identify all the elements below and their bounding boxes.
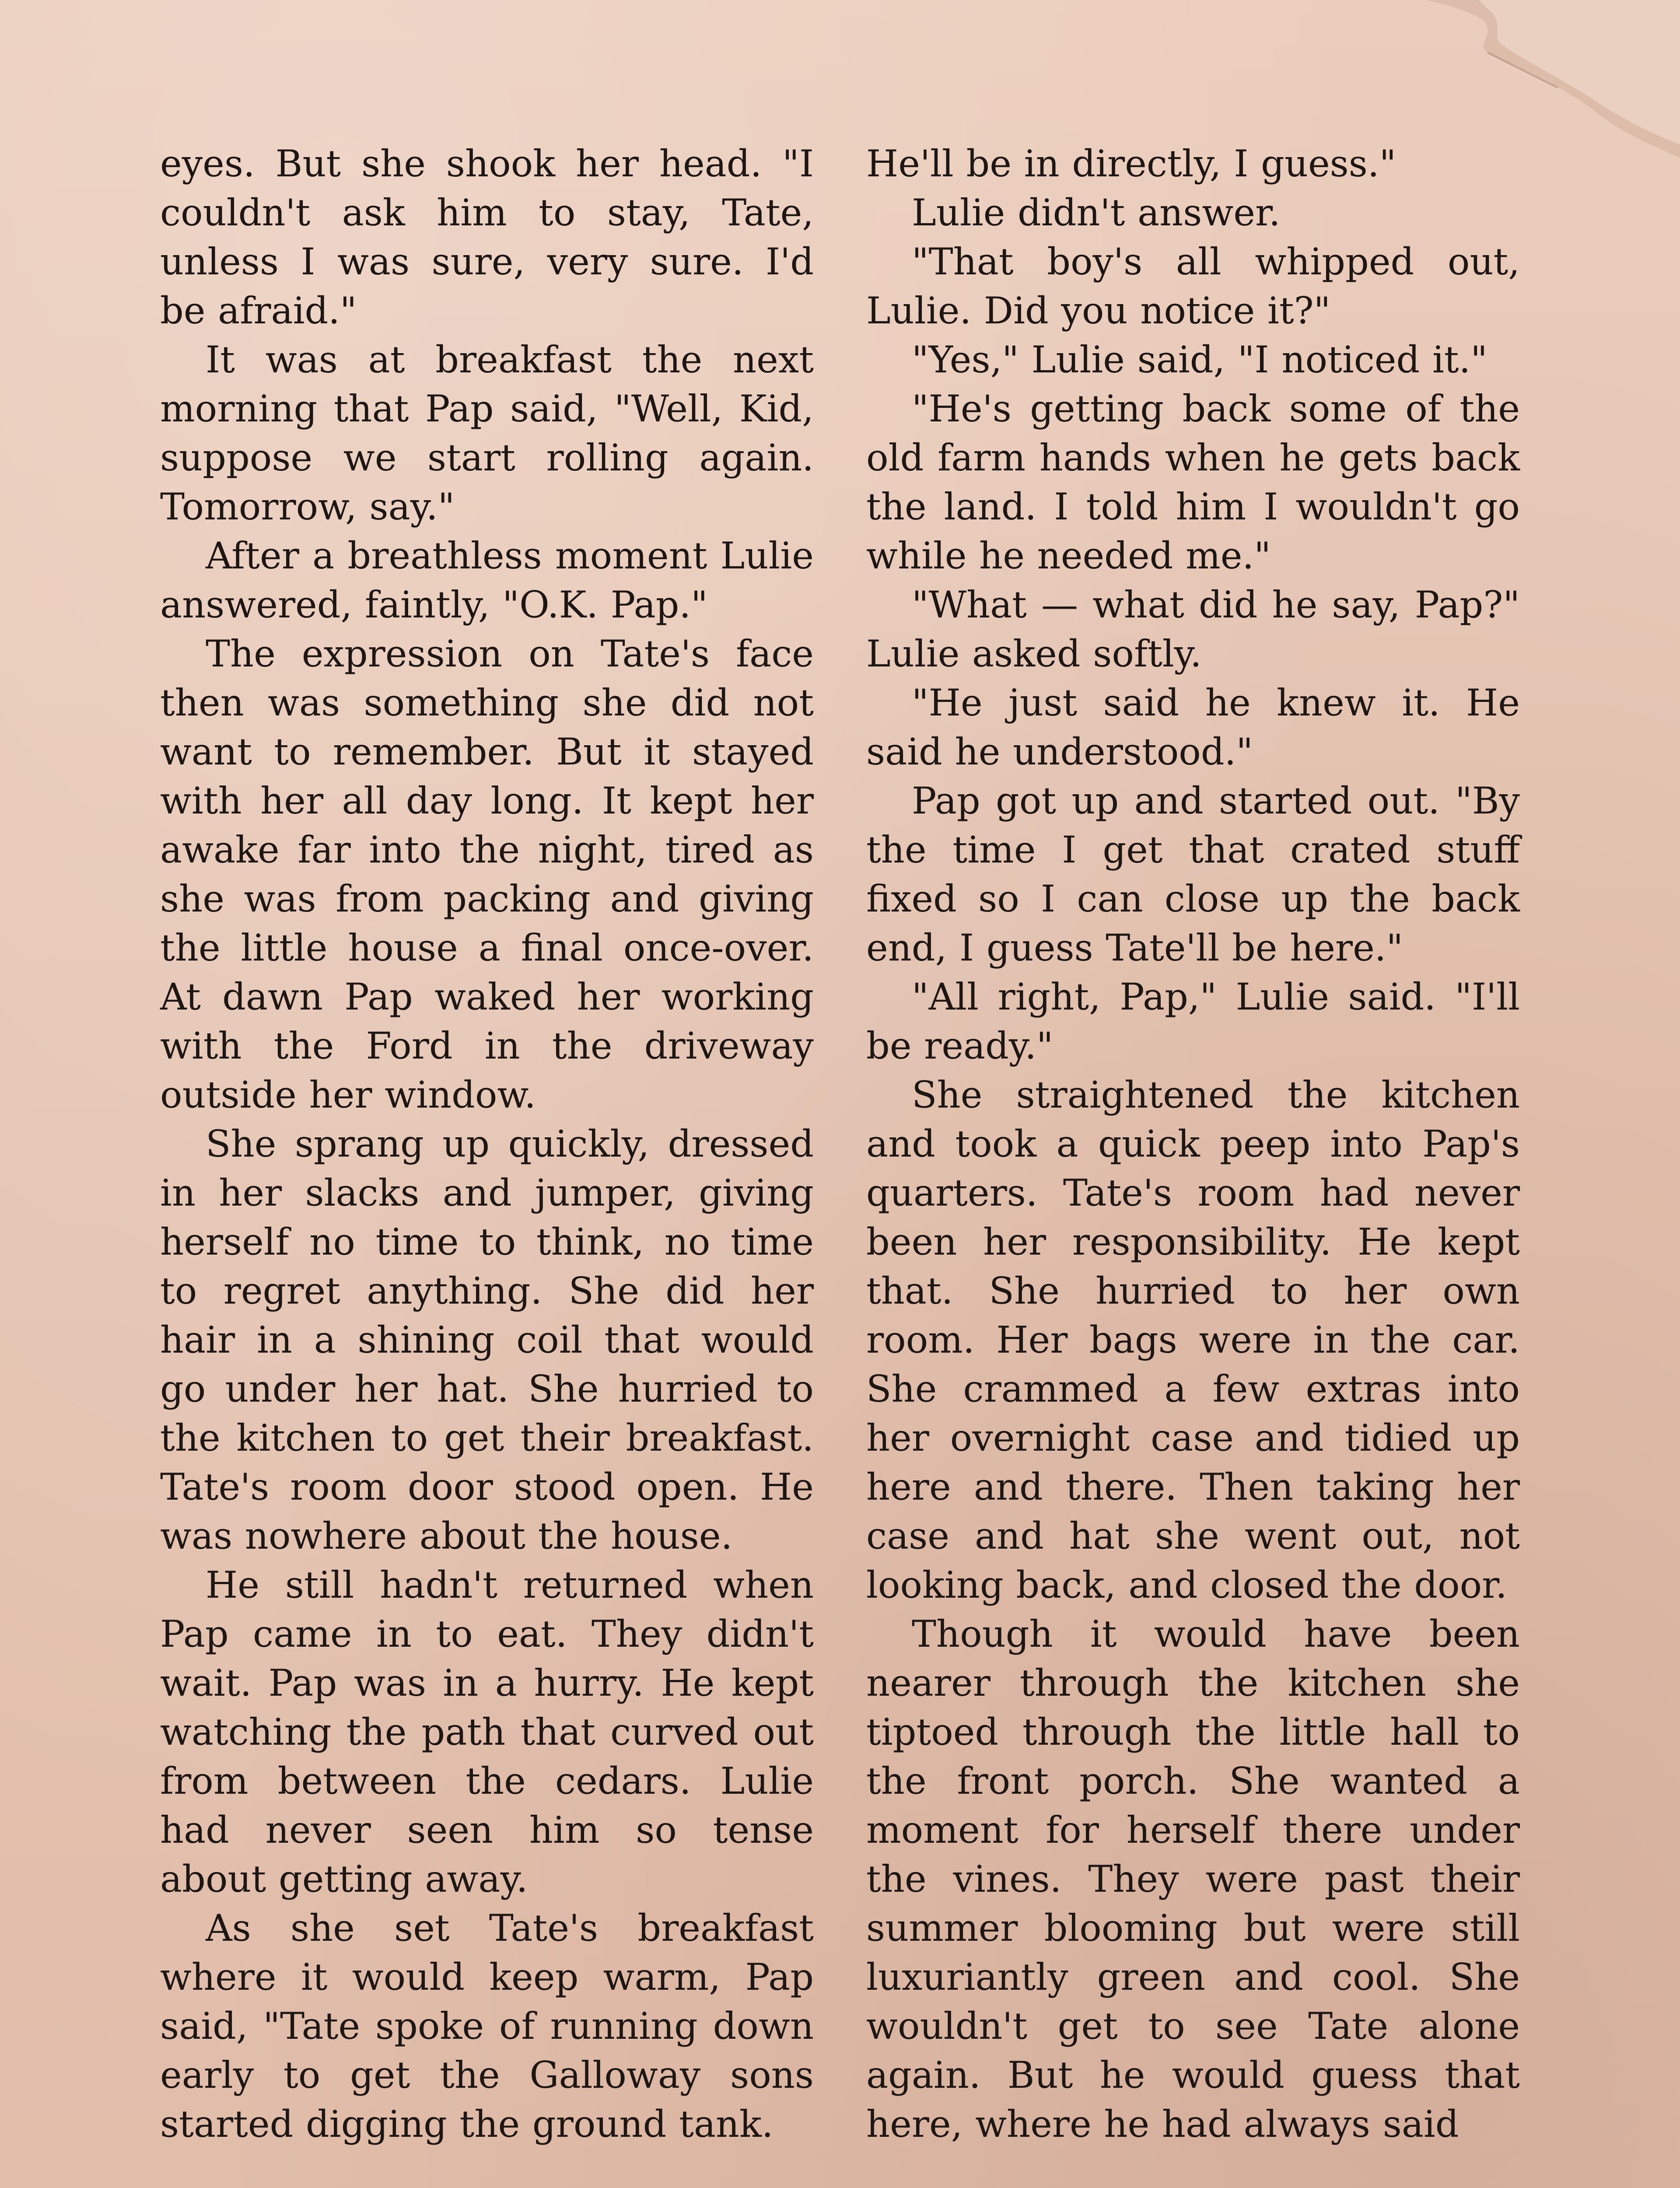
paragraph: Lulie didn't answer.	[912, 191, 1281, 234]
paragraph: She straightened the kitchen and took a quick peep into Pap's quarters. Tate's room had never been her responsibility. He kept that. She hurried to her own room. Her bags were in the car. She crammed a few extras into her overnight case and tidied up here and there. Then taking her case and hat she went out, not looking back, and closed the door.	[866, 1073, 1520, 1606]
right-text-column	[866, 139, 1520, 2149]
paragraph: It was at breakfast the next morning that Pap said, "Well, Kid, suppose we start rolling again. Tomorrow, say."	[160, 338, 814, 528]
left-text-column	[160, 139, 814, 2149]
paragraph: "Yes," Lulie said, "I noticed it."	[912, 338, 1488, 381]
paragraph: He'll be in directly, I guess."	[866, 142, 1396, 185]
paragraph: He still hadn't returned when Pap came in to eat. They didn't wait. Pap was in a hurry. He kept watching the path that curved out from between the cedars. Lulie had never seen him so tense about getting away.	[160, 1564, 814, 1900]
paragraph: "He's getting back some of the old farm hands when he gets back the land. I told him I wouldn't go while he needed me."	[866, 387, 1520, 577]
paragraph: Pap got up and started out. "By the time I get that crated stuff fixed so I can close up the back end, I guess Tate'll be here."	[866, 779, 1520, 969]
paragraph: As she set Tate's breakfast where it would keep warm, Pap said, "Tate spoke of running down early to get the Galloway sons started digging the ground tank.	[160, 1907, 814, 2146]
paragraph: Though it would have been nearer through the kitchen she tiptoed through the little hall to the front porch. She wanted a moment for herself there under the vines. They were past their summer blooming but were still luxuriantly green and cool. She wouldn't get to see Tate alone again. But he would guess that here, where he had always said	[866, 1613, 1520, 2146]
paragraph: The expression on Tate's face then was something she did not want to remember. But it stayed with her all day long. It kept her awake far into the night, tired as she was from packing and giving the little house a final once-over. At dawn Pap waked her working with the Ford in the driveway outside her window.	[160, 632, 814, 1116]
paragraph: "All right, Pap," Lulie said. "I'll be ready."	[866, 975, 1520, 1067]
paragraph: She sprang up quickly, dressed in her slacks and jumper, giving herself no time to think, no time to regret anything. She did her hair in a shining coil that would go under her hat. She hurried to the kitchen to get their breakfast. Tate's room door stood open. He was nowhere about the house.	[160, 1122, 814, 1557]
paragraph: eyes. But she shook her head. "I couldn't ask him to stay, Tate, unless I was sure, very sure. I'd be afraid."	[160, 142, 814, 332]
paragraph: "That boy's all whipped out, Lulie. Did you notice it?"	[866, 240, 1520, 332]
paragraph: "What — what did he say, Pap?" Lulie asked softly.	[866, 583, 1520, 675]
paragraph: "He just said he knew it. He said he understood."	[866, 681, 1520, 773]
paragraph: After a breathless moment Lulie answered, faintly, "O.K. Pap."	[160, 534, 814, 626]
